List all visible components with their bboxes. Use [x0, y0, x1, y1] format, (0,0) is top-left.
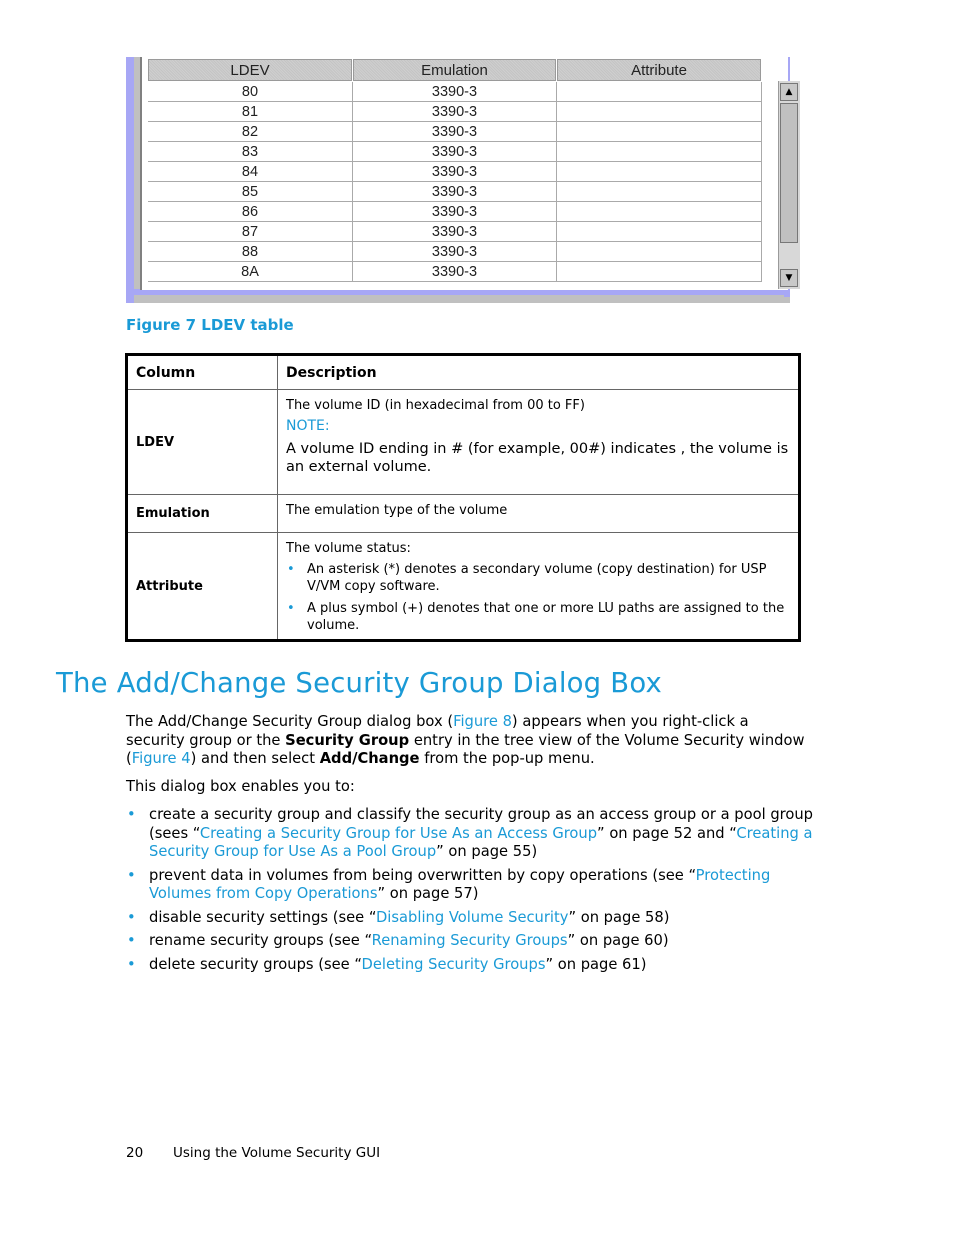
disabling-security-link[interactable]: Disabling Volume Security: [376, 908, 569, 926]
grid-cell-emulation[interactable]: 3390-3: [353, 82, 557, 102]
grid-cell-ldev[interactable]: 84: [148, 162, 353, 182]
grid-cell-attribute[interactable]: [557, 122, 762, 142]
grid-cell-ldev[interactable]: 87: [148, 222, 353, 242]
intro-paragraph: [126, 713, 806, 769]
grid-cell-attribute[interactable]: [557, 102, 762, 122]
intro-text: from the pop-up menu.: [419, 750, 595, 767]
deleting-groups-link[interactable]: Deleting Security Groups: [361, 955, 546, 973]
enables-paragraph: This dialog box enables you to:: [126, 778, 355, 795]
arrow-up-icon[interactable]: ▲: [780, 83, 798, 101]
grid-cell-ldev[interactable]: 88: [148, 242, 353, 262]
attribute-list: [286, 561, 790, 634]
row-name-attribute: Attribute: [127, 533, 278, 641]
figure-8-link[interactable]: Figure 8: [453, 713, 512, 730]
column-description-table: [125, 353, 801, 642]
bullet-text: ” on page 58): [568, 908, 670, 926]
bullet-text: prevent data in volumes from being overwritten by copy operations (see “: [149, 866, 696, 884]
table-row: [127, 533, 800, 641]
bullet-text: disable security settings (see “: [149, 908, 376, 926]
row-name-ldev: LDEV: [127, 390, 278, 495]
column-header-emulation[interactable]: Emulation: [353, 59, 556, 81]
grid-cell-attribute[interactable]: [557, 202, 762, 222]
list-item: • An asterisk (*) denotes a secondary volume (copy destination) for USP V/VM copy software.: [286, 561, 790, 595]
grid-cell-attribute[interactable]: [557, 242, 762, 262]
list-item: [126, 867, 816, 904]
bullet-text: ” on page 61): [545, 955, 647, 973]
grid-cell-attribute[interactable]: [557, 182, 762, 202]
column-header-attribute[interactable]: Attribute: [557, 59, 761, 81]
table-row: [127, 495, 800, 533]
vertical-scrollbar[interactable]: [778, 81, 800, 289]
grid-cell-ldev[interactable]: 80: [148, 82, 353, 102]
grid-cell-emulation[interactable]: 3390-3: [353, 122, 557, 142]
bullet-text: create a security group and classify the security group as an access group or a pool group (sees “: [149, 806, 813, 842]
scrollbar-thumb[interactable]: [780, 103, 798, 243]
list-item: [126, 956, 816, 975]
row-name-emulation: Emulation: [127, 495, 278, 533]
grid-cell-ldev[interactable]: 81: [148, 102, 353, 122]
list-item: [126, 909, 816, 928]
access-group-link[interactable]: Creating a Security Group for Use As an Access Group: [199, 824, 598, 842]
figure-4-link[interactable]: Figure 4: [131, 750, 191, 767]
grid-cell-attribute[interactable]: [557, 222, 762, 242]
page-footer: [126, 1145, 380, 1161]
security-group-term: Security Group: [285, 731, 410, 749]
bullet-text: rename security groups (see “: [149, 932, 372, 949]
row-desc-emulation: [278, 495, 800, 533]
grid-cell-emulation[interactable]: 3390-3: [353, 102, 557, 122]
ldev-table-figure: [126, 57, 793, 303]
ldev-desc: The volume ID (in hexadecimal from 00 to FF): [286, 398, 585, 413]
renaming-groups-link[interactable]: Renaming Security Groups: [371, 932, 568, 949]
window-border-left: [126, 57, 134, 303]
chapter-title: Using the Volume Security GUI: [173, 1145, 381, 1161]
bullet-text: ” on page 55): [436, 843, 538, 860]
pool-group-link[interactable]: Creating a Security Group for Use As a Pool Group: [149, 824, 813, 860]
list-item: [126, 806, 816, 862]
intro-text: ) and then select: [190, 750, 320, 767]
table-row: [127, 390, 800, 495]
table-header-row: [127, 355, 800, 390]
header-description: Description: [278, 355, 800, 390]
grid-cell-attribute[interactable]: [557, 262, 762, 282]
grid-cell-emulation[interactable]: 3390-3: [353, 142, 557, 162]
grid-cell-emulation[interactable]: 3390-3: [353, 242, 557, 262]
ldev-grid: [140, 57, 793, 290]
capabilities-list: [126, 806, 816, 979]
grid-cell-emulation[interactable]: 3390-3: [353, 202, 557, 222]
list-item: • A plus symbol (+) denotes that one or more LU paths are assigned to the volume.: [286, 600, 790, 634]
section-title: The Add/Change Security Group Dialog Box: [56, 667, 663, 699]
row-desc-ldev: [278, 390, 800, 495]
grid-cell-emulation[interactable]: 3390-3: [353, 222, 557, 242]
grid-cell-emulation[interactable]: 3390-3: [353, 262, 557, 282]
emulation-desc: The emulation type of the volume: [286, 503, 508, 518]
bullet-text: ” on page 57): [377, 885, 479, 902]
bullet-text: delete security groups (see “: [149, 955, 362, 973]
grid-cell-ldev[interactable]: 86: [148, 202, 353, 222]
add-change-term: Add/Change: [319, 750, 420, 767]
header-column: Column: [127, 355, 278, 390]
note-label: NOTE:: [286, 418, 330, 434]
figure-caption: Figure 7 LDEV table: [126, 316, 294, 334]
grid-cell-emulation[interactable]: 3390-3: [353, 162, 557, 182]
intro-text: ) appears when you right-click a security group or the: [126, 713, 749, 749]
page-number: 20: [126, 1145, 144, 1161]
protecting-volumes-link[interactable]: Protecting Volumes from Copy Operations: [149, 866, 771, 902]
grid-cell-ldev[interactable]: 85: [148, 182, 353, 202]
grid-cell-ldev[interactable]: 8A: [148, 262, 353, 282]
grid-cell-attribute[interactable]: [557, 82, 762, 102]
row-desc-attribute: [278, 533, 800, 641]
grid-cell-emulation[interactable]: 3390-3: [353, 182, 557, 202]
grid-cell-ldev[interactable]: 82: [148, 122, 353, 142]
grid-cell-attribute[interactable]: [557, 142, 762, 162]
column-header-ldev[interactable]: LDEV: [148, 59, 352, 81]
grid-cell-attribute[interactable]: [557, 162, 762, 182]
arrow-down-icon[interactable]: ▼: [780, 269, 798, 287]
intro-text: entry in the tree view of the Volume Security window (: [126, 731, 805, 767]
grid-cell-ldev[interactable]: 83: [148, 142, 353, 162]
bullet-text: ” on page 60): [567, 932, 669, 949]
bullet-text: ” on page 52 and “: [597, 824, 737, 842]
note-text: A volume ID ending in # (for example, 00#) indicates , the volume is an external volume.: [286, 441, 789, 475]
attribute-intro: The volume status:: [286, 541, 411, 556]
list-item: [126, 932, 816, 951]
intro-text: The Add/Change Security Group dialog box (: [126, 713, 454, 730]
